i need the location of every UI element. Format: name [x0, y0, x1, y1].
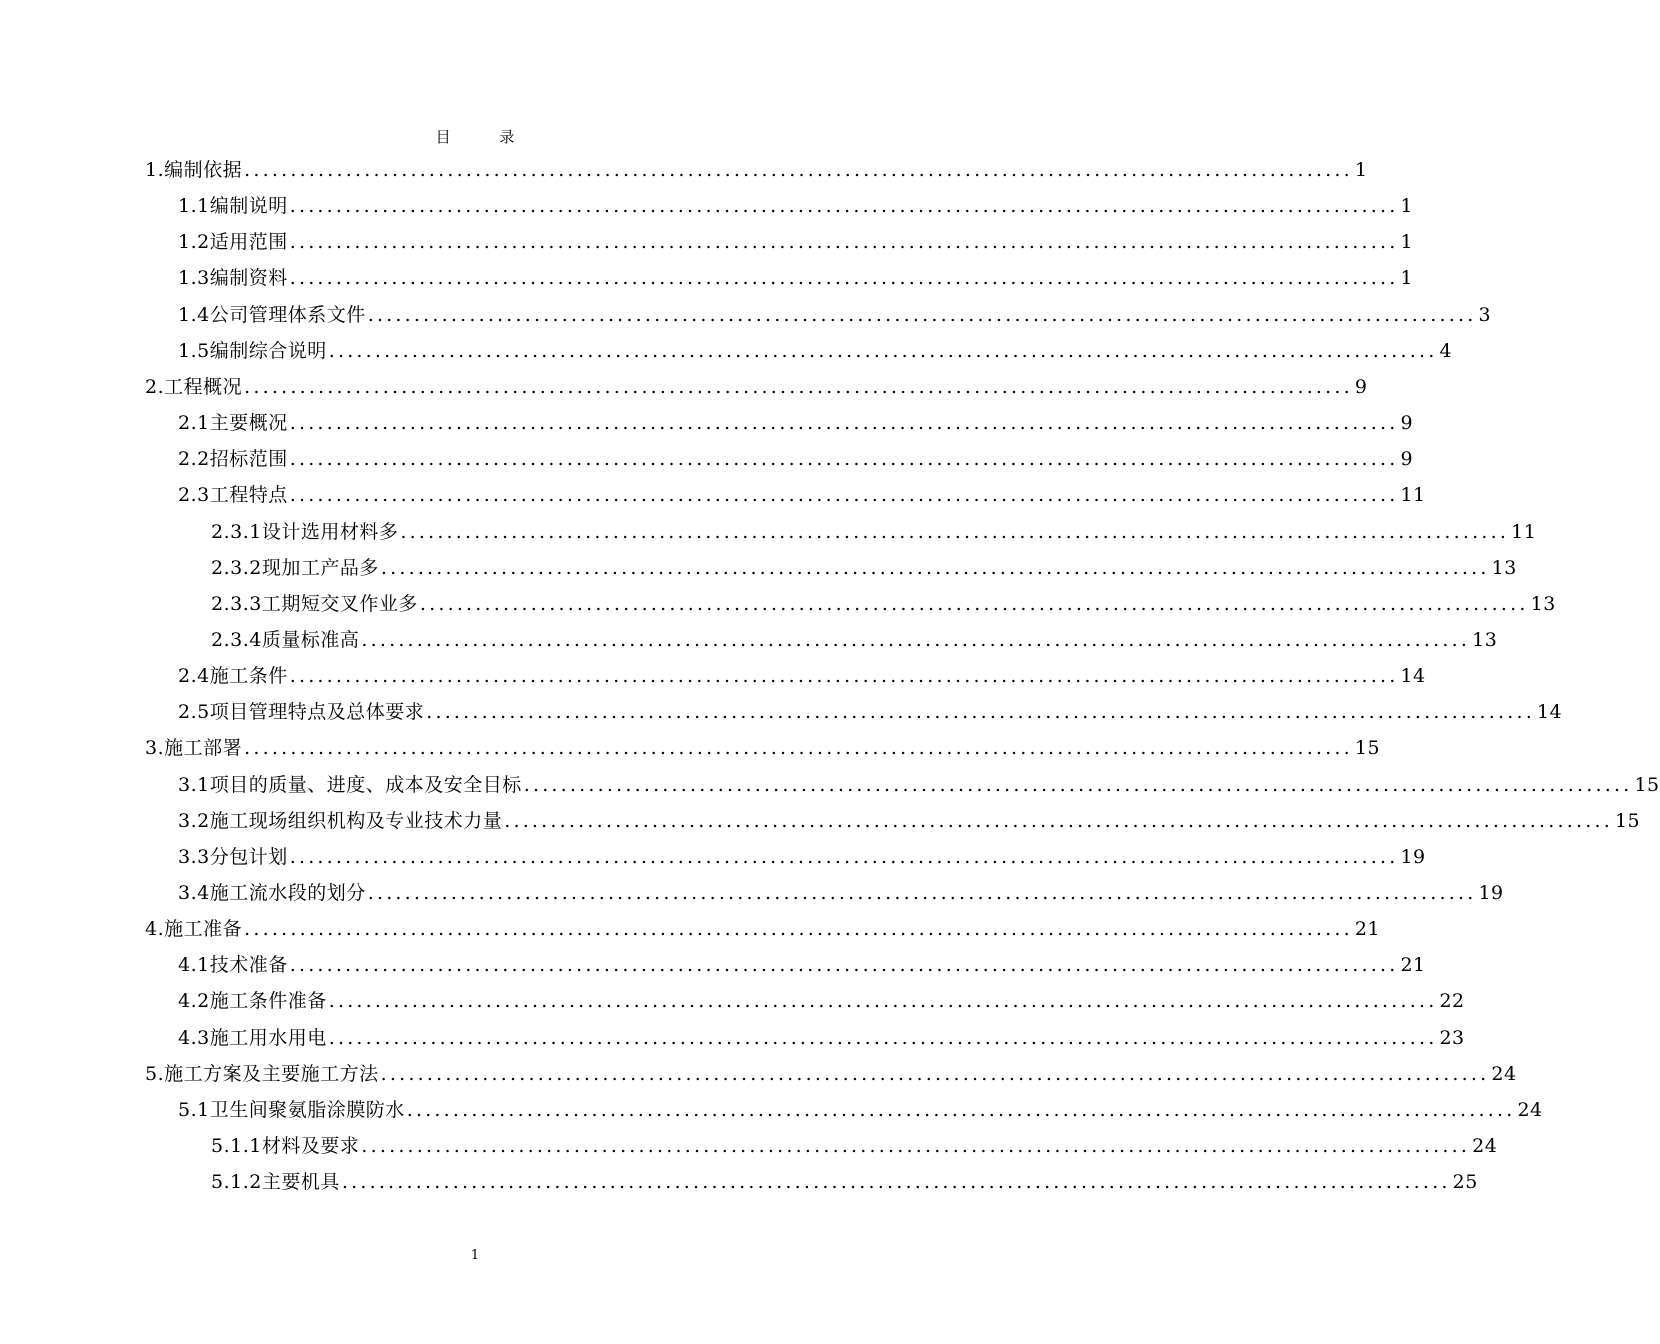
toc-entry-page: 15 [1614, 810, 1641, 832]
toc-dot-leader: ........................................................................................................................ [328, 990, 1438, 1012]
toc-entry-label: 2.3.3工期短交叉作业多 [211, 593, 418, 615]
toc-entry-label: 1.2适用范围 [178, 231, 288, 253]
toc-entry-label: 3.4施工流水段的划分 [178, 882, 366, 904]
toc-entry-label: 4.2施工条件准备 [178, 990, 327, 1012]
toc-dot-leader: ........................................................................................................................ [289, 195, 1399, 217]
toc-dot-leader: ........................................................................................................................ [406, 1099, 1516, 1121]
toc-entry[interactable] [178, 875, 1504, 911]
toc-entry-label: 3.1项目的质量、进度、成本及安全目标 [178, 774, 522, 796]
toc-entry-label: 1.4公司管理体系文件 [178, 304, 366, 326]
toc-dot-leader: ........................................................................................................................ [380, 557, 1490, 579]
toc-dot-leader: ........................................................................................................................ [361, 1135, 1471, 1157]
toc-dot-leader: ........................................................................................................................ [367, 304, 1477, 326]
toc-entry[interactable] [211, 1164, 1478, 1200]
toc-dot-leader: ........................................................................................................................ [426, 701, 1535, 723]
toc-entry[interactable] [211, 586, 1556, 622]
toc-dot-leader: ........................................................................................................................ [244, 737, 1353, 759]
toc-entry[interactable] [178, 803, 1641, 839]
toc-dot-leader: ........................................................................................................................ [361, 629, 1471, 651]
toc-entry[interactable] [178, 947, 1426, 983]
toc-entry[interactable] [178, 1020, 1465, 1056]
toc-entry-page: 9 [1400, 412, 1414, 434]
toc-entry-label: 4.施工准备 [145, 918, 243, 940]
toc-entry-page: 21 [1354, 918, 1381, 940]
toc-entry-page: 25 [1452, 1171, 1478, 1193]
toc-entry-page: 11 [1400, 484, 1426, 506]
toc-dot-leader: ........................................................................................................................ [367, 882, 1477, 904]
toc-dot-leader: ........................................................................................................................ [244, 159, 1353, 181]
toc-dot-leader: ........................................................................................................................ [289, 954, 1399, 976]
toc-entry-label: 2.1主要概况 [178, 412, 288, 434]
toc-entry-page: 1 [1400, 267, 1414, 289]
toc-entry-page: 4 [1439, 340, 1453, 362]
toc-dot-leader: ........................................................................................................................ [380, 1063, 1490, 1085]
toc-dot-leader: ........................................................................................................................ [328, 340, 1438, 362]
toc-entry-page: 13 [1530, 593, 1556, 615]
toc-dot-leader: ........................................................................................................................ [289, 846, 1399, 868]
toc-dot-leader: ........................................................................................................................ [400, 521, 1510, 543]
toc-dot-leader: ........................................................................................................................ [244, 376, 1353, 398]
toc-entry-label: 2.4施工条件 [178, 665, 288, 687]
toc-dot-leader: ........................................................................................................................ [244, 918, 1353, 940]
toc-entry-label: 5.1.2主要机具 [211, 1171, 340, 1193]
toc-entry[interactable] [178, 839, 1426, 875]
toc-dot-leader: ........................................................................................................................ [289, 412, 1399, 434]
toc-entry-label: 4.1技术准备 [178, 954, 288, 976]
toc-entry-label: 3.3分包计划 [178, 846, 288, 868]
toc-entry[interactable] [178, 224, 1414, 260]
toc-entry-page: 15 [1354, 737, 1381, 759]
toc-entry-page: 19 [1478, 882, 1504, 904]
toc-entry[interactable] [145, 730, 1381, 766]
toc-entry[interactable] [145, 369, 1368, 405]
toc-entry-page: 1 [1354, 159, 1368, 181]
toc-entry-label: 1.编制依据 [145, 159, 243, 181]
toc-dot-leader: ........................................................................................................................ [289, 665, 1399, 687]
toc-entry-page: 1 [1400, 195, 1414, 217]
toc-entry-page: 13 [1472, 629, 1498, 651]
toc-entry[interactable] [178, 188, 1414, 224]
toc-dot-leader: ........................................................................................................................ [504, 810, 1613, 832]
toc-entry[interactable] [211, 550, 1517, 586]
toc-entry-page: 22 [1439, 990, 1465, 1012]
toc-entry[interactable] [178, 333, 1453, 369]
toc-entry-page: 24 [1517, 1099, 1543, 1121]
toc-dot-leader: ........................................................................................................................ [289, 231, 1399, 253]
toc-entry-label: 5.1.1材料及要求 [211, 1135, 360, 1157]
toc-entry[interactable] [145, 1056, 1517, 1092]
toc-entry[interactable] [211, 514, 1537, 550]
toc-entry-page: 23 [1439, 1027, 1465, 1049]
toc-entry[interactable] [178, 477, 1426, 513]
toc-entry-page: 14 [1536, 701, 1563, 723]
toc-dot-leader: ........................................................................................................................ [289, 448, 1399, 470]
toc-entry-label: 1.3编制资料 [178, 267, 288, 289]
toc-entry[interactable] [145, 152, 1368, 188]
toc-entry-label: 2.工程概况 [145, 376, 243, 398]
toc-entry-label: 2.5项目管理特点及总体要求 [178, 701, 425, 723]
toc-entry-label: 3.2施工现场组织机构及专业技术力量 [178, 810, 503, 832]
toc-entry-label: 2.2招标范围 [178, 448, 288, 470]
toc-entry-label: 3.施工部署 [145, 737, 243, 759]
page-number: 1 [470, 1248, 480, 1263]
toc-entry-page: 21 [1400, 954, 1426, 976]
toc-entry[interactable] [211, 622, 1498, 658]
toc-entry[interactable] [178, 767, 1660, 803]
toc-entry-label: 4.3施工用水用电 [178, 1027, 327, 1049]
toc-entry[interactable] [178, 297, 1492, 333]
toc-dot-leader: ........................................................................................................................ [523, 774, 1633, 796]
toc-dot-leader: ........................................................................................................................ [289, 267, 1399, 289]
toc-entry-page: 11 [1511, 521, 1537, 543]
toc-entry-page: 24 [1491, 1063, 1517, 1085]
toc-dot-leader: ........................................................................................................................ [328, 1027, 1438, 1049]
toc-entry-page: 24 [1472, 1135, 1498, 1157]
toc-entry-page: 13 [1491, 557, 1517, 579]
toc-entry[interactable] [145, 911, 1381, 947]
toc-entry[interactable] [178, 441, 1414, 477]
toc-entry-page: 3 [1478, 304, 1492, 326]
toc-entry-label: 5.1卫生间聚氨脂涂膜防水 [178, 1099, 405, 1121]
toc-entry[interactable] [178, 658, 1426, 694]
toc-entry[interactable] [178, 694, 1563, 730]
toc-entry[interactable] [178, 260, 1414, 296]
toc-entry[interactable] [211, 1128, 1498, 1164]
toc-entry-page: 14 [1400, 665, 1426, 687]
toc-entry[interactable] [178, 405, 1414, 441]
toc-entry-label: 2.3工程特点 [178, 484, 288, 506]
toc-entry-label: 2.3.2现加工产品多 [211, 557, 379, 579]
toc-entry-page: 9 [1354, 376, 1368, 398]
page-title: 目 录 [435, 128, 537, 146]
toc-entry-label: 2.3.1设计选用材料多 [211, 521, 399, 543]
toc-entry-page: 1 [1400, 231, 1414, 253]
toc-dot-leader: ........................................................................................................................ [419, 593, 1529, 615]
toc-dot-leader: ........................................................................................................................ [289, 484, 1399, 506]
toc-entry-label: 2.3.4质量标准高 [211, 629, 360, 651]
toc-entry-label: 5.施工方案及主要施工方法 [145, 1063, 379, 1085]
toc-dot-leader: ........................................................................................................................ [341, 1171, 1451, 1193]
toc-entry-page: 19 [1400, 846, 1426, 868]
toc-entry-label: 1.5编制综合说明 [178, 340, 327, 362]
toc-entry[interactable] [178, 1092, 1543, 1128]
toc-entry-page: 15 [1634, 774, 1660, 796]
toc-entry[interactable] [178, 983, 1465, 1019]
toc-entry-label: 1.1编制说明 [178, 195, 288, 217]
toc-entry-page: 9 [1400, 448, 1414, 470]
